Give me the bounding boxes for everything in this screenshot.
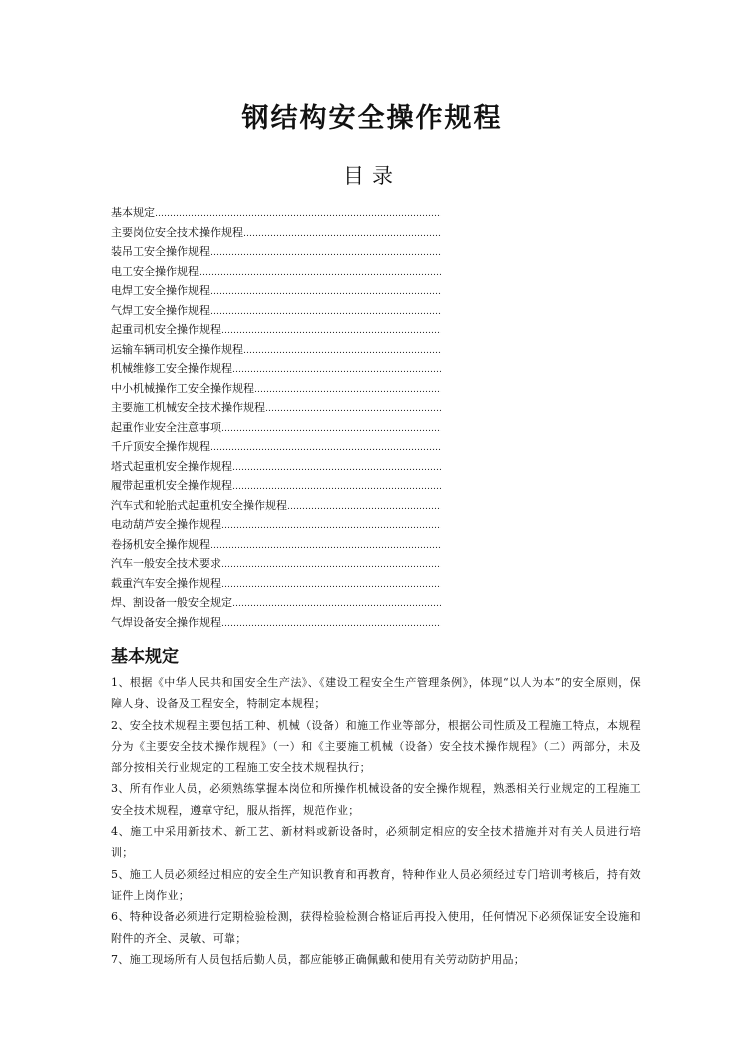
toc-leader-dots (221, 574, 441, 594)
toc-entry[interactable] (111, 281, 441, 301)
toc-entry-label: 汽车式和轮胎式起重机安全操作规程 (111, 498, 287, 512)
toc-entry-label: 电动葫芦安全操作规程 (111, 518, 221, 531)
toc-entry[interactable] (111, 418, 441, 438)
toc-entry[interactable] (111, 379, 441, 399)
toc-leader-dots (221, 418, 441, 438)
toc-leader-dots (232, 593, 441, 613)
toc-entry-label: 千斤顶安全操作规程 (111, 440, 210, 453)
toc-leader-dots (221, 515, 441, 535)
toc-entry-label: 主要施工机械安全技术操作规程 (111, 401, 265, 414)
toc-entry-label: 中小机械操作工安全操作规程 (111, 381, 254, 395)
table-of-contents (111, 203, 441, 632)
toc-entry-label: 气焊工安全操作规程 (111, 303, 210, 317)
body-paragraph: 2、安全技术规程主要包括工种、机械（设备）和施工作业等部分，根据公司性质及工程施工特点，本规程分为《主要安全技术操作规程》（一）和《主要施工机械（设备）安全技术操作规程》（二）两部分，未及部分按相关行业规定的工程施工安全技术规程执行； (111, 718, 641, 775)
section-heading: 基本规定 (111, 647, 179, 667)
toc-entry-label: 起重作业安全注意事项 (111, 420, 221, 434)
toc-entry[interactable] (111, 320, 441, 340)
toc-leader-dots (232, 457, 441, 477)
toc-entry[interactable] (111, 242, 441, 262)
toc-entry-label: 电工安全操作规程 (111, 264, 199, 278)
toc-entry-label: 焊、割设备一般安全规定 (111, 596, 232, 609)
toc-leader-dots (199, 262, 441, 282)
toc-leader-dots (232, 359, 441, 379)
toc-entry-label: 机械维修工安全操作规程 (111, 362, 232, 375)
toc-entry-label: 气焊设备安全操作规程 (111, 615, 221, 629)
toc-entry[interactable] (111, 359, 441, 379)
toc-leader-dots (221, 613, 441, 633)
toc-leader-dots (210, 281, 441, 301)
toc-leader-dots (210, 437, 441, 457)
toc-entry[interactable] (111, 535, 441, 555)
toc-entry[interactable] (111, 554, 441, 574)
body-paragraph: 3、所有作业人员，必须熟练掌握本岗位和所操作机械设备的安全操作规程，熟悉相关行业规定的工程施工安全技术规程，遵章守纪，服从指挥，规范作业； (111, 782, 641, 817)
body-paragraph: 4、施工中采用新技术、新工艺、新材料或新设备时，必须制定相应的安全技术措施并对有关人员进行培训； (111, 825, 641, 860)
toc-entry-label: 运输车辆司机安全操作规程 (111, 342, 243, 356)
toc-entry[interactable] (111, 437, 441, 457)
toc-entry-label: 电焊工安全操作规程 (111, 284, 210, 297)
body-paragraph: 5、施工人员必须经过相应的安全生产知识教育和再教育，特种作业人员必须经过专门培训考核后，持有效证件上岗作业； (111, 867, 641, 902)
toc-leader-dots (210, 535, 441, 555)
toc-entry[interactable] (111, 398, 441, 418)
toc-entry[interactable] (111, 574, 441, 594)
toc-entry[interactable] (111, 340, 441, 360)
toc-leader-dots (210, 301, 441, 321)
body-paragraph: 7、施工现场所有人员包括后勤人员，都应能够正确佩戴和使用有关劳动防护用品； (111, 952, 526, 966)
toc-entry[interactable] (111, 496, 441, 516)
toc-leader-dots (221, 554, 441, 574)
toc-entry-label: 主要岗位安全技术操作规程 (111, 225, 243, 239)
toc-entry-label: 基本规定 (111, 206, 155, 219)
toc-entry-label: 装吊工安全操作规程 (111, 245, 210, 258)
toc-entry[interactable] (111, 593, 441, 613)
toc-leader-dots (210, 242, 441, 262)
toc-entry-label: 汽车一般安全技术要求 (111, 557, 221, 570)
section-body (111, 672, 641, 970)
toc-entry-label: 塔式起重机安全操作规程 (111, 459, 232, 473)
toc-entry[interactable] (111, 476, 441, 496)
body-paragraph: 1、根据《中华人民共和国安全生产法》、《建设工程安全生产管理条例》，体现“以人为本”的安全原则，保障人身、设备及工程安全，特制定本规程； (111, 676, 641, 711)
toc-entry[interactable] (111, 457, 441, 477)
toc-entry[interactable] (111, 203, 441, 223)
toc-entry[interactable] (111, 223, 441, 243)
toc-entry-label: 卷扬机安全操作规程 (111, 537, 210, 551)
toc-entry[interactable] (111, 515, 441, 535)
toc-leader-dots (243, 223, 441, 243)
toc-heading: 目录 (343, 164, 401, 188)
toc-leader-dots (221, 320, 441, 340)
toc-leader-dots (155, 203, 441, 223)
toc-leader-dots (254, 379, 441, 399)
toc-entry-label: 履带起重机安全操作规程 (111, 479, 232, 492)
toc-leader-dots (265, 398, 441, 418)
toc-leader-dots (287, 496, 441, 516)
toc-leader-dots (243, 340, 441, 360)
document-title: 钢结构安全操作规程 (241, 103, 503, 134)
toc-entry-label: 起重司机安全操作规程 (111, 323, 221, 336)
toc-entry-label: 载重汽车安全操作规程 (111, 576, 221, 590)
body-paragraph: 6、特种设备必须进行定期检验检测，获得检验检测合格证后再投入使用，任何情况下必须保证安全设施和附件的齐全、灵敏、可靠； (111, 910, 641, 945)
toc-entry[interactable] (111, 301, 441, 321)
toc-entry[interactable] (111, 613, 441, 633)
toc-leader-dots (232, 476, 441, 496)
toc-entry[interactable] (111, 262, 441, 282)
